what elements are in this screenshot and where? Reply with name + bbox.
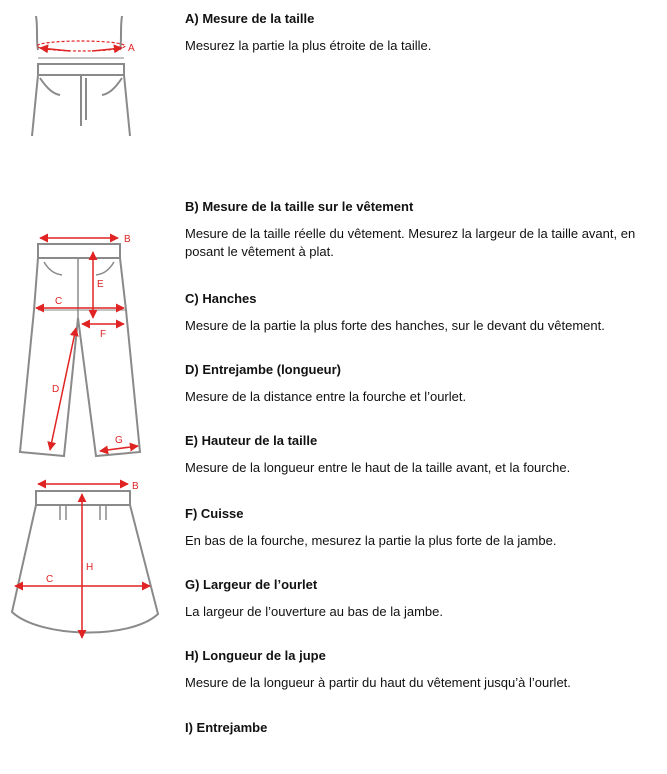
label-a: A [128, 43, 135, 54]
entry-title: B) Mesure de la taille sur le vêtement [185, 199, 414, 214]
entry-title: G) Largeur de l’ourlet [185, 577, 318, 592]
pants-figure [20, 244, 140, 456]
skirt-figure [12, 491, 158, 633]
entry-d [185, 362, 661, 406]
skirt-label-b: B [132, 481, 139, 492]
pants-label-b: B [124, 234, 131, 245]
pants-label-d: D [52, 384, 60, 395]
entry-c [185, 291, 661, 335]
entry-text: Mesure de la longueur à partir du haut du vêtement jusqu’à l’ourlet. [185, 675, 571, 690]
entry-title: H) Longueur de la jupe [185, 648, 326, 663]
pants-label-g: G [115, 435, 123, 446]
entry-title: C) Hanches [185, 291, 257, 306]
entry-title: A) Mesure de la taille [185, 11, 315, 26]
skirt-label-h: H [86, 562, 94, 573]
entry-title: D) Entrejambe (longueur) [185, 362, 342, 377]
entry-text: La largeur de l’ouverture au bas de la jambe. [185, 604, 443, 619]
measurement-illustrations [0, 0, 180, 774]
pants-label-e: E [97, 279, 104, 290]
skirt-label-c: C [46, 574, 54, 585]
entry-text: Mesure de la longueur entre le haut de la taille avant, et la fourche. [185, 460, 571, 475]
entry-text: Mesure de la taille réelle du vêtement. Mesurez la largeur de la taille avant, en posant le vêtement à plat. [185, 226, 636, 259]
body-waist-figure [32, 16, 130, 136]
entry-f [185, 506, 661, 550]
entry-title: F) Cuisse [185, 506, 244, 521]
entry-text: Mesure de la partie la plus forte des hanches, sur le devant du vêtement. [185, 318, 605, 333]
entry-title: E) Hauteur de la taille [185, 433, 318, 448]
entry-text: En bas de la fourche, mesurez la partie la plus forte de la jambe. [185, 533, 557, 548]
entry-title: I) Entrejambe [185, 720, 268, 735]
entry-text: Mesurez la partie la plus étroite de la taille. [185, 38, 432, 53]
entry-i [185, 720, 661, 736]
entry-text: Mesure de la distance entre la fourche et l’ourlet. [185, 389, 467, 404]
entry-h [185, 648, 661, 692]
pants-label-f: F [100, 329, 107, 340]
entry-b [185, 199, 661, 261]
entry-a [185, 11, 661, 55]
pants-label-c: C [55, 296, 63, 307]
entry-g [185, 577, 661, 621]
entry-e [185, 433, 661, 477]
